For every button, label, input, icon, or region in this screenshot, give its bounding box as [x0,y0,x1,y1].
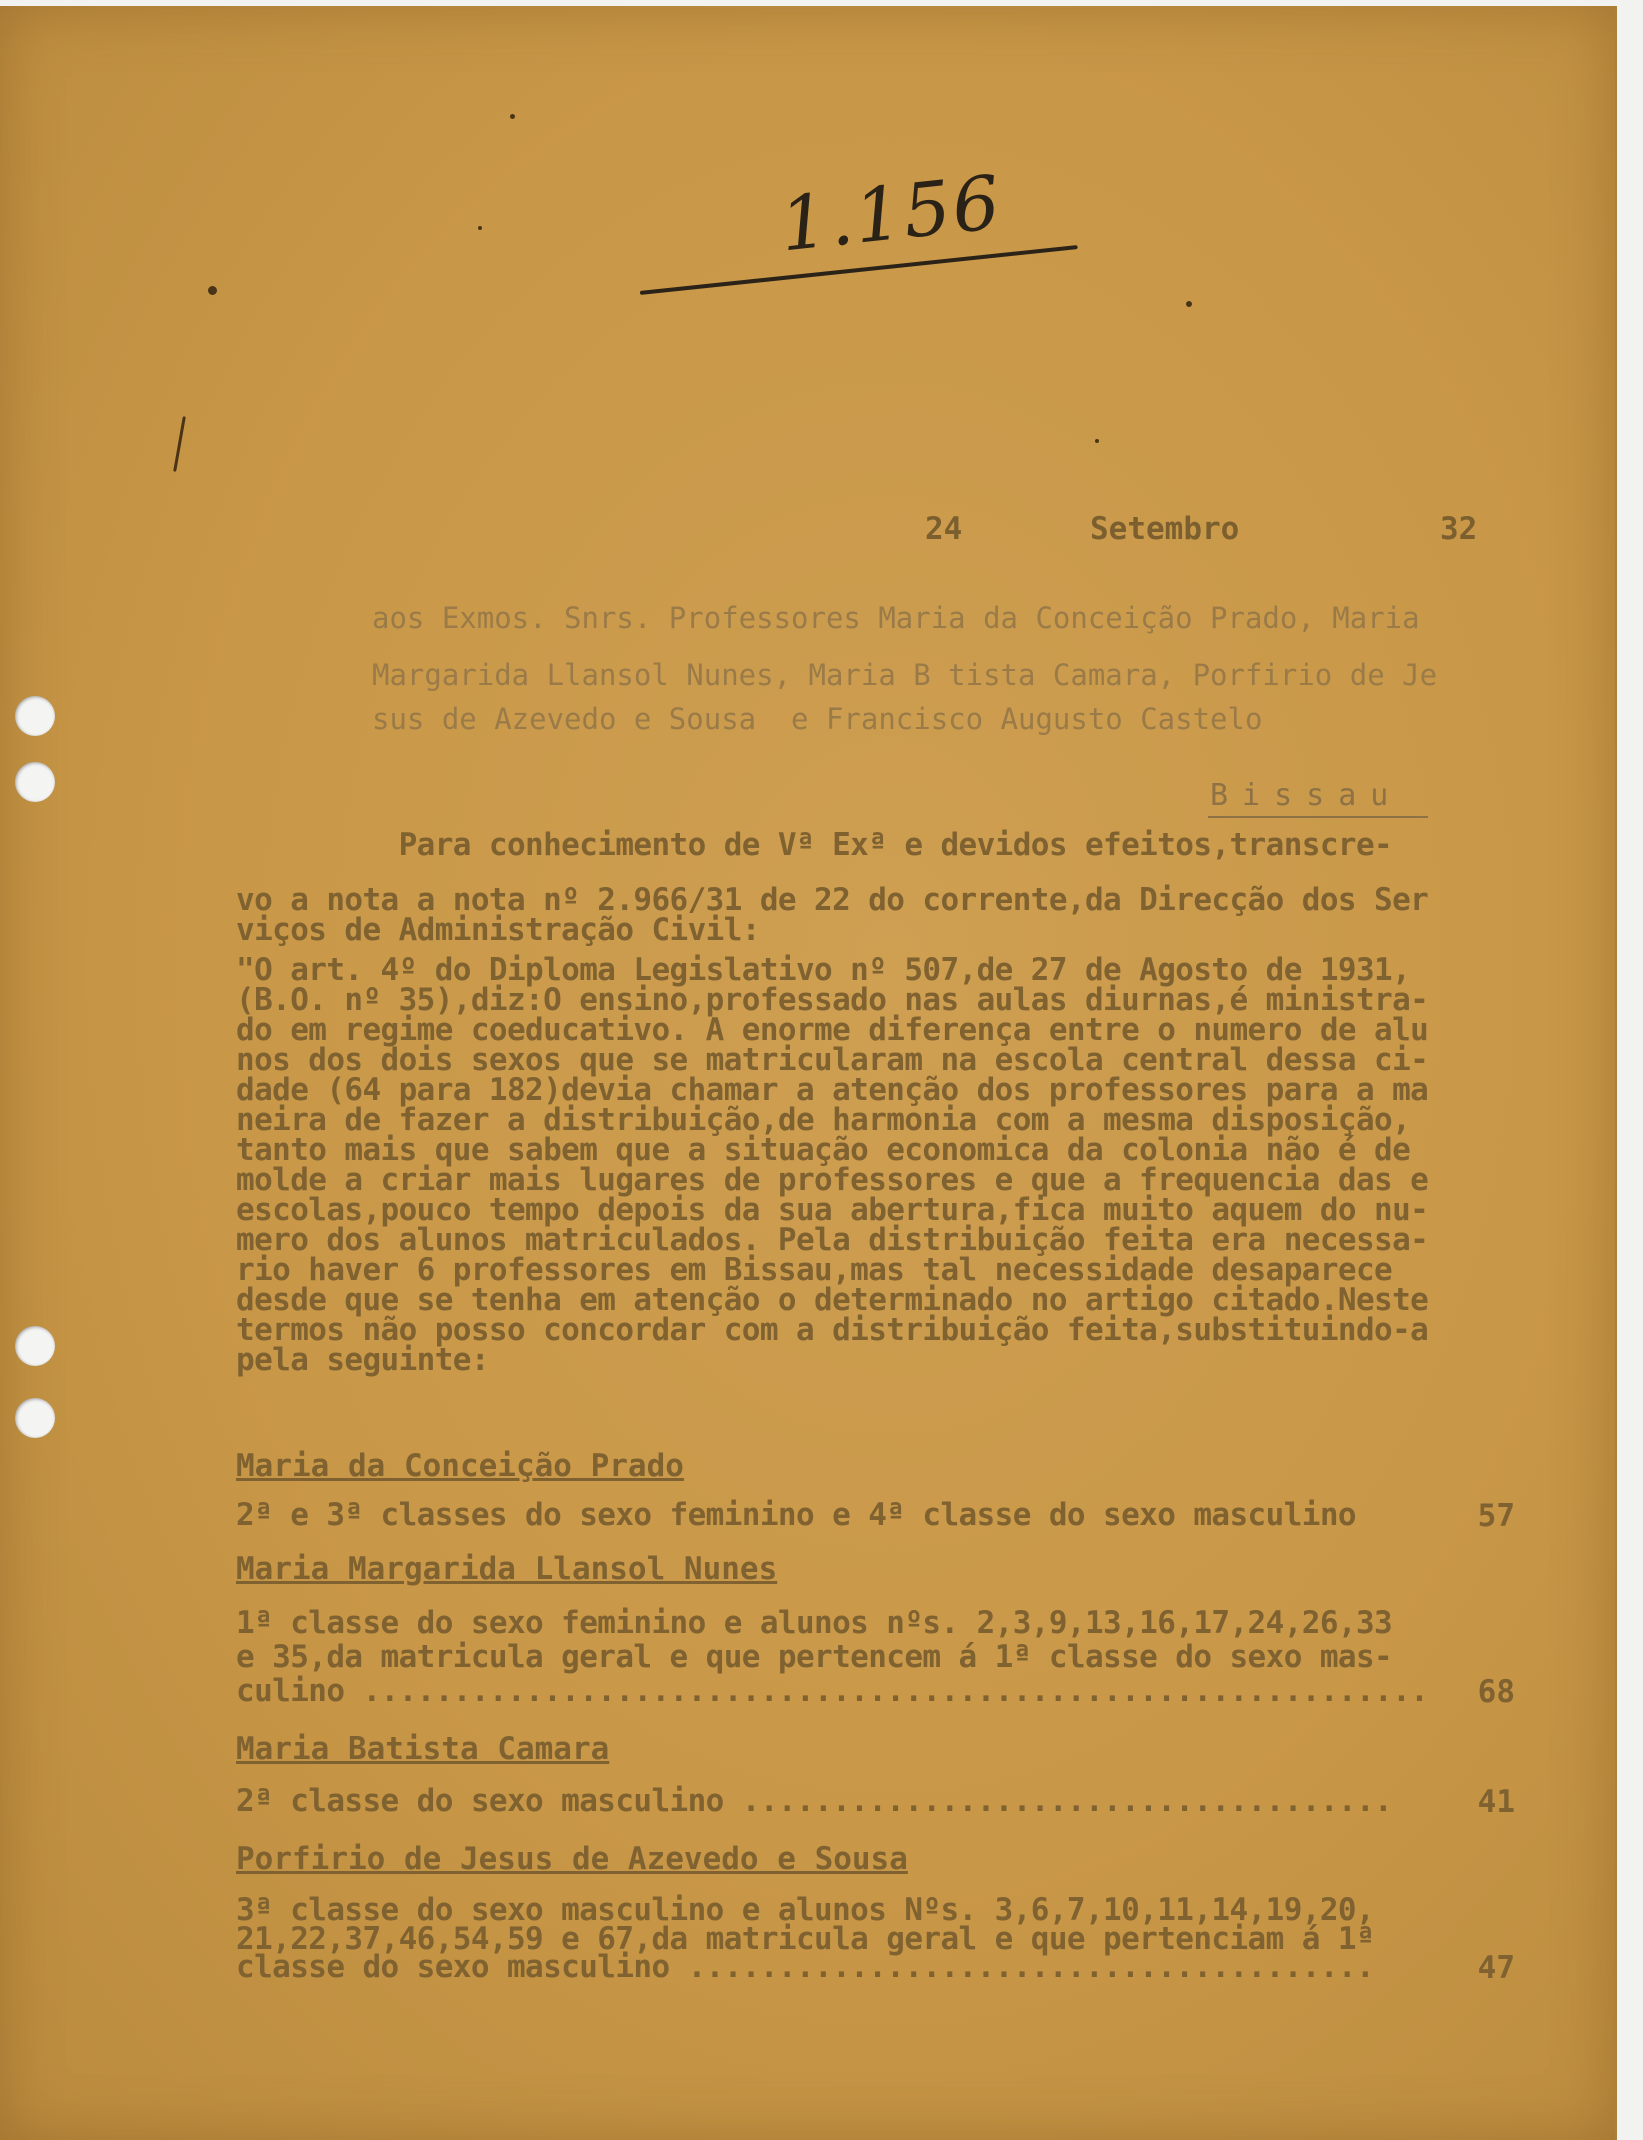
date-day: 24 [925,511,963,547]
handwritten-document-number: 1.156 [776,159,1006,269]
body-line: do em regime coeducativo. A enorme diferença entre o numero de alu [236,1012,1429,1048]
section-line: 3ª classe do sexo masculino e alunos Nºs. 3,6,7,10,11,14,19,20, [236,1892,1375,1928]
address-line: sus de Azevedo e Sousa e Francisco Augusto Castelo [372,702,1263,736]
body-line: "O art. 4º do Diploma Legislativo nº 507,de 27 de Agosto de 1931, [236,952,1411,988]
section-line: 1ª classe do sexo feminino e alunos nºs. 2,3,9,13,16,17,24,26,33 [236,1605,1393,1641]
paper-sheet [0,6,1617,2140]
body-line: desde que se tenha em atenção o determinado no artigo citado.Neste [236,1282,1429,1318]
document-date [925,511,1485,551]
body-line: mero dos alunos matriculados. Pela distribuição feita era necessa- [236,1222,1429,1258]
section-count: 57 [1477,1498,1515,1534]
city-name: Bissau [1210,778,1403,813]
punch-hole [15,696,55,736]
section-line: culino ........................................................... [236,1673,1429,1709]
body-line: pela seguinte: [236,1342,489,1378]
body-line: termos não posso concordar com a distribuição feita,substituindo-a [236,1312,1429,1348]
section-heading: Maria da Conceição Prado [236,1448,684,1484]
body-line: rio haver 6 professores em Bissau,mas tal necessidade desaparece [236,1252,1393,1288]
address-line: Margarida Llansol Nunes, Maria B tista Camara, Porfirio de Je [372,658,1438,692]
body-line: molde a criar mais lugares de professores e que a frequencia das e [236,1162,1429,1198]
section-heading: Porfirio de Jesus de Azevedo e Sousa [236,1841,908,1877]
body-line: Para conhecimento de Vª Exª e devidos efeitos,transcre- [236,827,1393,863]
section-heading: Maria Batista Camara [236,1731,610,1767]
paper-speck [208,286,217,295]
body-line: tanto mais que sabem que a situação economica da colonia não é de [236,1132,1411,1168]
paper-speck [510,114,515,119]
paper-mark [173,416,186,472]
date-year: 32 [1440,511,1478,547]
section-count: 41 [1477,1784,1515,1820]
paper-speck [478,226,482,230]
section-line: e 35,da matricula geral e que pertencem á 1ª classe do sexo mas- [236,1639,1393,1675]
section-count: 68 [1477,1674,1515,1710]
section-heading: Maria Margarida Llansol Nunes [236,1551,778,1587]
punch-hole [15,1398,55,1438]
date-month: Setembro [1090,511,1240,547]
body-line: nos dos dois sexos que se matricularam na escola central dessa ci- [236,1042,1429,1078]
paper-speck [1095,439,1099,443]
section-count: 47 [1477,1950,1515,1986]
body-line: vo a nota a nota nº 2.966/31 de 22 do corrente,da Direcção dos Ser [236,882,1429,918]
body-line: viços de Administração Civil: [236,912,760,948]
address-line: aos Exmos. Snrs. Professores Maria da Conceição Prado, Maria [372,601,1420,635]
punch-hole [15,1326,55,1366]
body-line: (B.O. nº 35),diz:O ensino,professado nas aulas diurnas,é ministra- [236,982,1429,1018]
body-line: dade (64 para 182)devia chamar a atenção dos professores para a ma [236,1072,1429,1108]
punch-hole [15,762,55,802]
body-line: neira de fazer a distribuição,de harmonia com a mesma disposição, [236,1102,1411,1138]
body-line: escolas,pouco tempo depois da sua abertura,fica muito aquem do nu- [236,1192,1429,1228]
section-line: 2ª classe do sexo masculino .................................... [236,1783,1393,1819]
section-line: classe do sexo masculino ...................................... [236,1949,1375,1985]
section-line: 2ª e 3ª classes do sexo feminino e 4ª classe do sexo masculino [236,1497,1356,1533]
city-underline [1208,816,1428,818]
paper-speck [1186,301,1192,307]
section-line: 21,22,37,46,54,59 e 67,da matricula geral e que pertenciam á 1ª [236,1921,1375,1957]
